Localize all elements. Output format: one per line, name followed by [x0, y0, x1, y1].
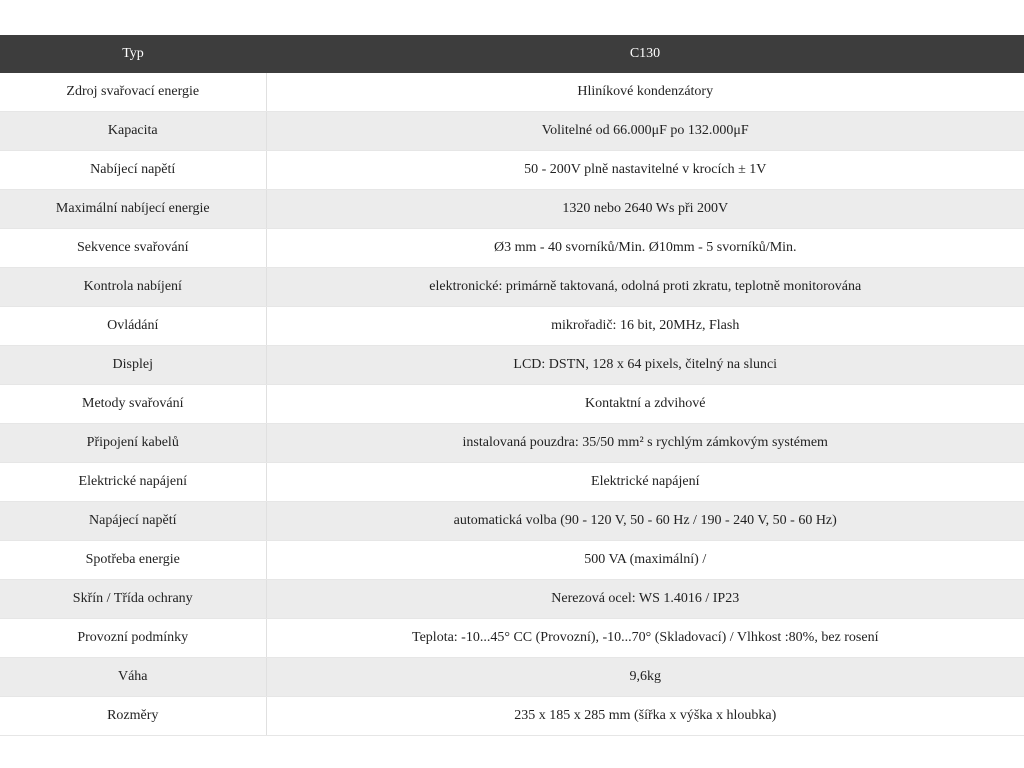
row-label: Kontrola nabíjení [0, 268, 266, 307]
row-value: automatická volba (90 - 120 V, 50 - 60 Hz / 190 - 240 V, 50 - 60 Hz) [266, 502, 1024, 541]
table-row [0, 658, 1024, 697]
row-label: Elektrické napájení [0, 463, 266, 502]
row-value: 50 - 200V plně nastavitelné v krocích ± 1V [266, 151, 1024, 190]
table-row [0, 346, 1024, 385]
row-label: Displej [0, 346, 266, 385]
row-label: Spotřeba energie [0, 541, 266, 580]
specification-table [0, 35, 1024, 736]
table-row [0, 424, 1024, 463]
row-value: elektronické: primárně taktovaná, odolná proti zkratu, teplotně monitorována [266, 268, 1024, 307]
row-label: Maximální nabíjecí energie [0, 190, 266, 229]
row-value: Ø3 mm - 40 svorníků/Min. Ø10mm - 5 svorníků/Min. [266, 229, 1024, 268]
row-value: Nerezová ocel: WS 1.4016 / IP23 [266, 580, 1024, 619]
table-row [0, 229, 1024, 268]
row-value: 235 x 185 x 285 mm (šířka x výška x hloubka) [266, 697, 1024, 736]
row-value: Volitelné od 66.000μF po 132.000μF [266, 112, 1024, 151]
row-label: Skřín / Třída ochrany [0, 580, 266, 619]
row-label: Připojení kabelů [0, 424, 266, 463]
row-value: Hliníkové kondenzátory [266, 73, 1024, 112]
row-label: Nabíjecí napětí [0, 151, 266, 190]
row-value: instalovaná pouzdra: 35/50 mm² s rychlým zámkovým systémem [266, 424, 1024, 463]
table-row [0, 112, 1024, 151]
table-row [0, 73, 1024, 112]
row-label: Provozní podmínky [0, 619, 266, 658]
row-value: 500 VA (maximální) / [266, 541, 1024, 580]
table-row [0, 268, 1024, 307]
table-row [0, 502, 1024, 541]
row-label: Kapacita [0, 112, 266, 151]
row-value: LCD: DSTN, 128 x 64 pixels, čitelný na slunci [266, 346, 1024, 385]
row-value: Teplota: -10...45° CC (Provozní), -10...70° (Skladovací) / Vlhkost :80%, bez rosení [266, 619, 1024, 658]
row-label: Metody svařování [0, 385, 266, 424]
table-row [0, 151, 1024, 190]
header-type-label: Typ [0, 35, 266, 73]
row-value: 1320 nebo 2640 Ws při 200V [266, 190, 1024, 229]
table-row [0, 307, 1024, 346]
row-label: Rozměry [0, 697, 266, 736]
row-label: Sekvence svařování [0, 229, 266, 268]
header-model: C130 [266, 35, 1024, 73]
table-row [0, 619, 1024, 658]
row-label: Zdroj svařovací energie [0, 73, 266, 112]
table-header-row [0, 35, 1024, 73]
row-value: Elektrické napájení [266, 463, 1024, 502]
table-row [0, 385, 1024, 424]
table-body [0, 73, 1024, 736]
row-label: Ovládání [0, 307, 266, 346]
table-row [0, 541, 1024, 580]
table-row [0, 463, 1024, 502]
row-value: 9,6kg [266, 658, 1024, 697]
row-value: Kontaktní a zdvihové [266, 385, 1024, 424]
table-row [0, 190, 1024, 229]
row-label: Napájecí napětí [0, 502, 266, 541]
row-value: mikrořadič: 16 bit, 20MHz, Flash [266, 307, 1024, 346]
table-row [0, 697, 1024, 736]
table-row [0, 580, 1024, 619]
row-label: Váha [0, 658, 266, 697]
